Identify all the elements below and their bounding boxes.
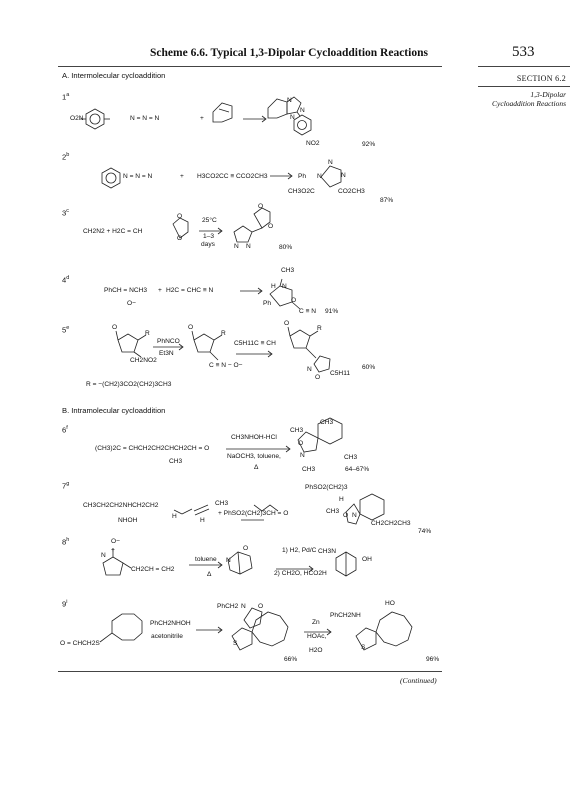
scheme-title: Scheme 6.6. Typical 1,3-Dipolar Cycloaddition Reactions [150,47,428,59]
structure-label: H [339,496,344,503]
yield: 66% [284,656,298,663]
footer-rule [58,671,442,672]
bond [288,327,290,336]
cyclooctene-ring [112,614,142,640]
structure-label: N [246,243,251,250]
structure-label: 25°C [202,217,217,224]
structure-label: CH3O2C [288,188,315,195]
yield: 96% [426,656,440,663]
continued-note: (Continued) [400,676,437,685]
structure-label: CH2NO2 [130,357,157,364]
structure-label: Δ [207,571,212,578]
entry-number: 9$^i$ [62,599,68,609]
yield: 60% [362,364,376,371]
structure-label: R [145,330,150,337]
cyclopentanone-ring [290,330,310,348]
bond [123,563,131,568]
entry-number: 6$^f$ [62,425,68,435]
structure-label: S [233,640,238,647]
structure-label: CH3 [302,466,316,473]
structure-label: N [282,283,287,290]
bond [100,633,112,642]
structure-label: acetonitrile [151,633,183,640]
benzene-ring [102,168,120,188]
section-title-line: 1,3-Dipolar [530,90,566,99]
bond [252,228,262,232]
isoxazole-ring [314,356,330,372]
structure-label: H [172,513,177,520]
pyrazoline-ring [234,226,252,242]
structure-label: Et3N [159,350,174,357]
structure-label: O [315,374,321,381]
structure-label: (CH3)2C = CHCH2CH2CHCH2CH = O [95,445,210,452]
section-label: SECTION 6.2 [516,74,566,83]
yield: 74% [418,528,432,535]
structure-label: N [300,452,305,459]
structure-label: N [341,172,346,179]
structure-label: CH3N [318,548,336,555]
structure-label: O− [127,300,136,307]
bond [192,331,194,340]
structure-label: HOAc, [307,633,327,640]
structure-label: O [243,545,249,552]
yield: 64–67% [345,466,370,473]
structure-label: N [317,173,322,180]
structure-label: N [307,366,312,373]
structure-label: NHOH [118,517,138,524]
entry-number: 8$^h$ [62,537,70,547]
aromatic-circle [298,121,307,130]
structure-label: CH3NHOH-HCl [231,434,277,441]
structure-label: NO2 [306,140,320,147]
structure-label: H [200,517,205,524]
structure-label: PhCH2NH [330,612,361,619]
structure-label: O [188,324,194,331]
structure-label: O [343,512,349,519]
structure-label: N [287,97,292,104]
structure-label: N [328,159,333,166]
structure-label: 2) CH2O, HCO2H [274,570,327,577]
structure-label: HO [385,600,395,607]
structure-label: 1) H2, Pd/C [282,547,317,554]
structure-label: H2O [309,647,323,654]
structure-label: N = N = N [130,115,160,122]
structure-label: OH [362,556,372,563]
structure-label: CH3 [344,454,358,461]
entry-number: 4$^d$ [62,275,70,285]
yield: 92% [362,141,376,148]
structure-label: C ≡ N [299,308,317,315]
structure-label: O [284,320,290,327]
entry-number: 1$^a$ [62,92,70,102]
structure-label: O [268,223,274,230]
structure-label: N [290,114,295,121]
structure-label: N [241,603,246,610]
structure-label: Ph [263,300,272,307]
structure-label: PhCH = NCH3 [104,287,148,294]
cyclooctane-ring [252,612,288,646]
aromatic-circle [90,114,100,124]
structure-label: CH3CH2CH2NHCH2CH2 [83,502,159,509]
structure-label: PhCH2NHOH [150,620,191,627]
structure-label: S [361,644,366,651]
structure-label: Ph [298,173,307,180]
bond [306,348,316,358]
structure-label: + [111,547,115,554]
benzene-ring [86,109,104,129]
structure-label: O [258,603,264,610]
structure-label: + [180,173,184,180]
structure-label: N [226,557,231,564]
thiolane-ring [356,628,376,650]
section-title-line: Cycloaddition Reactions [492,99,566,108]
norbornane [268,99,287,118]
part-a-heading: A. Intermolecular cycloaddition [62,71,166,80]
cyclooctane-ring [376,612,412,646]
structure-label: PhNCO [157,338,180,345]
structure-label: Δ [254,464,259,471]
pyrroline-ring [103,557,123,575]
structure-label: O [258,203,264,210]
part-b-heading: B. Intramolecular cycloaddition [62,406,166,415]
entry-number: 2$^b$ [62,152,70,162]
structure-label: C5H11 [330,370,351,377]
bond [238,552,240,574]
triazole-ring [321,166,341,187]
structure-label: R [317,325,322,332]
structure-label: O− [111,538,120,545]
bond [210,352,218,360]
structure-label: PhSO2(CH2)3 [305,484,348,491]
structure-label: toluene [195,556,217,563]
structure-label: H3CO2CC ≡ CCO2CH3 [197,173,268,180]
structure-label: CH3 [215,500,229,507]
structure-label: R [221,330,226,337]
yield: 91% [325,308,339,315]
structure-label: O = CHCH2S [60,640,100,647]
structure-label: N [352,512,357,519]
structure-label: + PhSO2(CH2)3CH = O [218,510,289,517]
structure-label: N = N = N [123,173,153,180]
structure-label: O [112,324,118,331]
structure-label: O [177,235,183,242]
structure-label: 1–3 [203,233,215,240]
cyclopentanone-ring [194,334,214,352]
structure-label: CH3 [326,508,340,515]
structure-label: CH2N2 + H2C = CH [83,228,143,235]
structure-label: CH3 [290,427,304,434]
structure-label: NaOCH3, toluene, [227,453,281,460]
structure-label: + [200,115,204,122]
structure-label: CH2CH = CH2 [131,566,175,573]
structure-label: O [177,213,183,220]
yield: 87% [380,197,394,204]
structure-label: H [271,283,276,290]
structure-label: CH3 [320,419,334,426]
structure-label: CH3 [169,458,183,465]
structure-label: N [234,243,239,250]
structure-label: O [291,297,297,304]
page-number: 533 [512,44,535,60]
norbornene [213,103,232,122]
bond [116,331,118,340]
bond [182,509,192,514]
structure-label: H2C = CHC ≡ N [166,287,214,294]
structure-label: days [201,241,215,248]
entry-number: 7$^g$ [62,481,70,491]
structure-label: + [158,287,162,294]
bridge [219,109,229,112]
yield: 80% [279,244,293,251]
aromatic-circle [106,173,116,183]
structure-label: C5H11C ≡ CH [234,340,276,347]
structure-label: CH2CH2CH3 [371,520,411,527]
structure-label: CO2CH3 [338,188,365,195]
structure-label: N [101,552,106,559]
entry-number: 5e [62,325,70,335]
structure-label: O2N [70,115,84,122]
structure-label: CH3 [281,267,295,274]
bicyclic-ring [360,494,384,520]
entry-number: 3$^c$ [62,208,69,218]
structure-label: N [300,107,305,114]
structure-label: PhCH2 [217,603,239,610]
structure-label: O [298,440,304,447]
structure-label: C ≡ N − O− [209,362,243,369]
cyclopentanone-ring [118,334,138,352]
benzene-ring [294,115,311,135]
structure-label: Zn [312,619,320,626]
structure-label: R = −(CH2)3CO2(CH2)3CH3 [86,381,172,388]
